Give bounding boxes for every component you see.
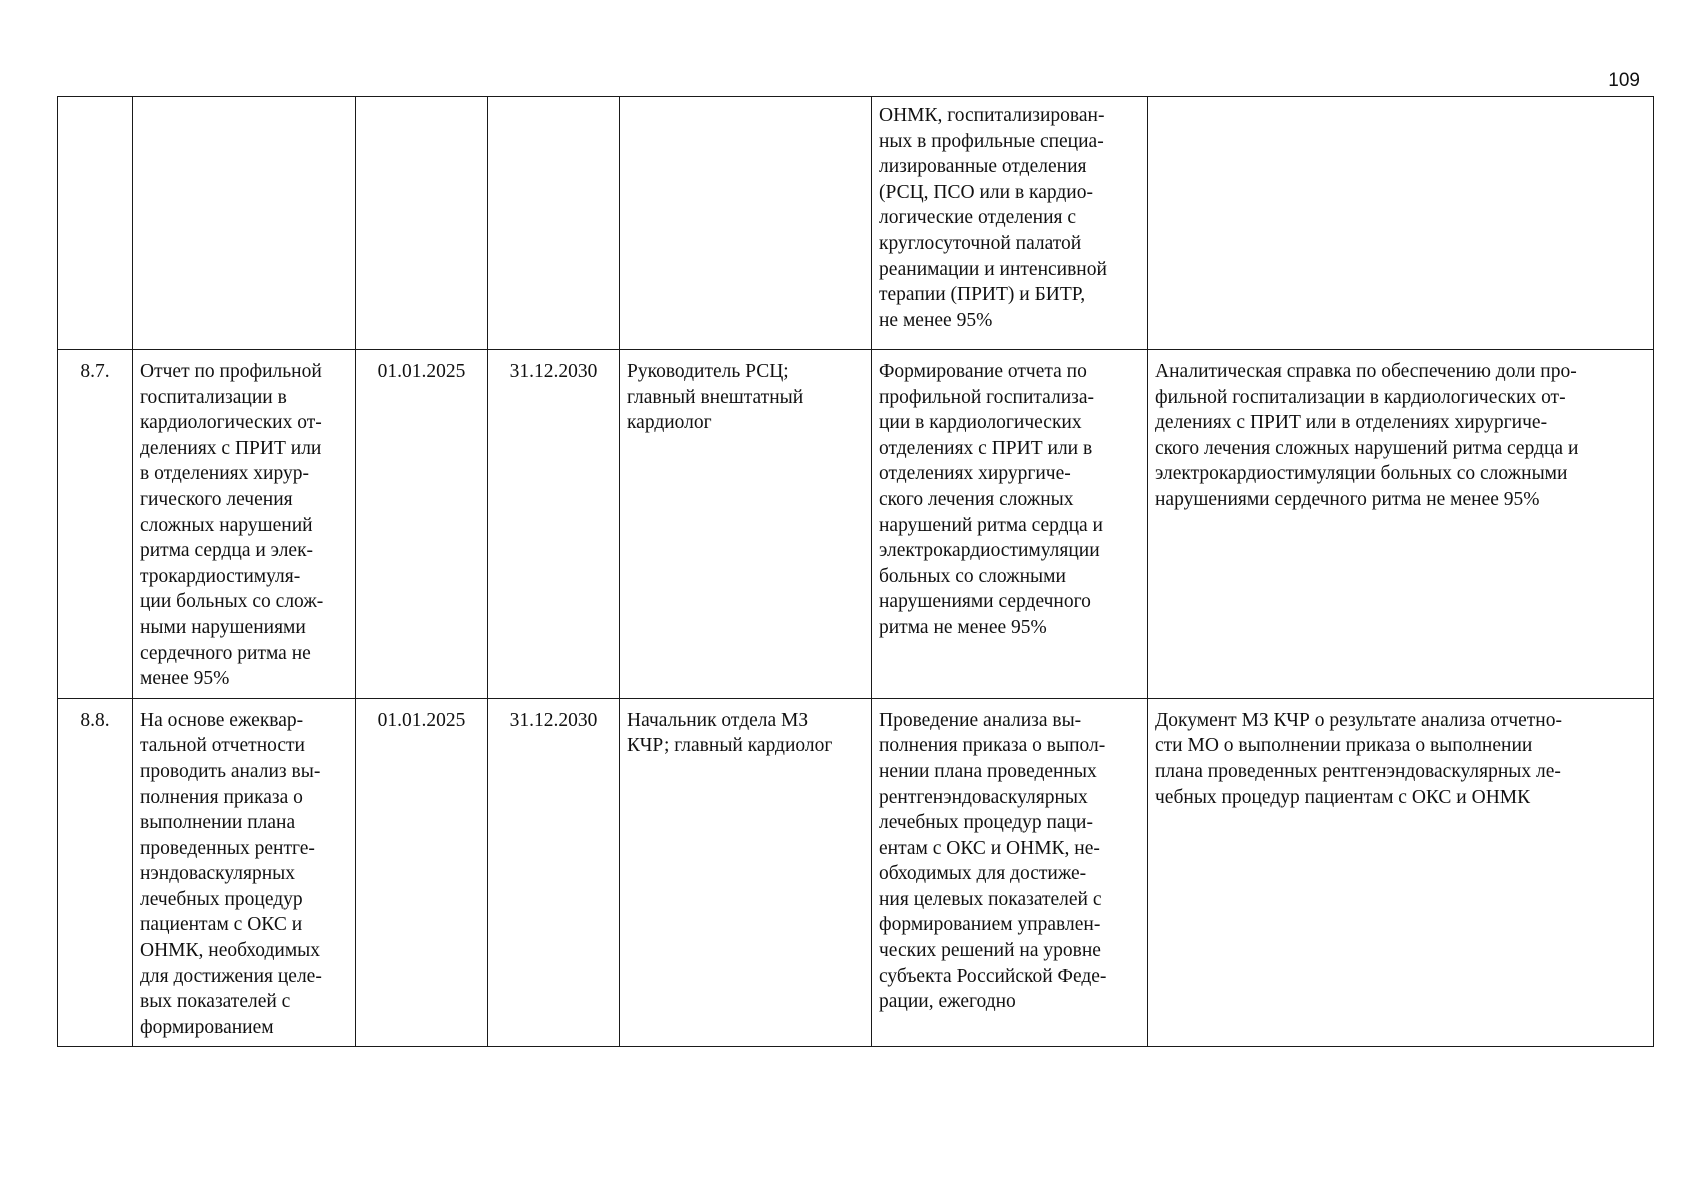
table-row (58, 350, 1654, 699)
cell-start-date: 01.01.2025 (356, 350, 488, 699)
cell-end-date (488, 97, 620, 350)
cell-number: 8.7. (58, 350, 133, 699)
cell-start-date (356, 97, 488, 350)
page-number: 109 (1608, 70, 1640, 91)
table-row (58, 97, 1654, 350)
cell-event: На основе ежеквар- тальной отчетности проводить анализ вы- полнения приказа о выполнении плана проведенных рентге- нэндоваскулярных лечебных процедур пациентам с ОКС и ОНМК, необходимых для достижения целе- вых показателей с формированием (133, 698, 356, 1047)
cell-responsible: Руководитель РСЦ; главный внештатный кардиолог (620, 350, 872, 699)
cell-end-date: 31.12.2030 (488, 698, 620, 1047)
cell-number (58, 97, 133, 350)
cell-number: 8.8. (58, 698, 133, 1047)
plan-table (57, 96, 1654, 1047)
cell-result (1148, 97, 1654, 350)
cell-start-date: 01.01.2025 (356, 698, 488, 1047)
cell-responsible: Начальник отдела МЗ КЧР; главный кардиолог (620, 698, 872, 1047)
cell-characteristic: Формирование отчета по профильной госпитализа- ции в кардиологических отделениях с ПРИТ или в отделениях хирургиче- ского лечения сложных нарушений ритма сердца и электрокардиостимуляции больных со сложными нарушениями сердечного ритма не менее 95% (872, 350, 1148, 699)
table-row (58, 698, 1654, 1047)
cell-event: Отчет по профильной госпитализации в кардиологических от- делениях с ПРИТ или в отделениях хирур- гического лечения сложных нарушений ритма сердца и элек- трокардиостимуля- ции больных со слож- ными нарушениями сердечного ритма не менее 95% (133, 350, 356, 699)
cell-result: Аналитическая справка по обеспечению доли про- фильной госпитализации в кардиологических от- делениях с ПРИТ или в отделениях хирургиче- ского лечения сложных нарушений ритма сердца и электрокардиостимуляции больных со сложными нарушениями сердечного ритма не менее 95% (1148, 350, 1654, 699)
cell-characteristic: ОНМК, госпитализирован- ных в профильные специа- лизированные отделения (РСЦ, ПСО или в кардио- логические отделения с круглосуточной палатой реанимации и интенсивной терапии (ПРИТ) и БИТР, не менее 95% (872, 97, 1148, 350)
cell-result: Документ МЗ КЧР о результате анализа отчетно- сти МО о выполнении приказа о выполнении плана проведенных рентгенэндоваскулярных ле- чебных процедур пациентам с ОКС и ОНМК (1148, 698, 1654, 1047)
cell-responsible (620, 97, 872, 350)
cell-event (133, 97, 356, 350)
cell-characteristic: Проведение анализа вы- полнения приказа о выпол- нении плана проведенных рентгенэндоваскулярных лечебных процедур паци- ентам с ОКС и ОНМК, не- обходимых для достиже- ния целевых показателей с формированием управлен- ческих решений на уровне субъекта Российской Феде- рации, ежегодно (872, 698, 1148, 1047)
cell-end-date: 31.12.2030 (488, 350, 620, 699)
